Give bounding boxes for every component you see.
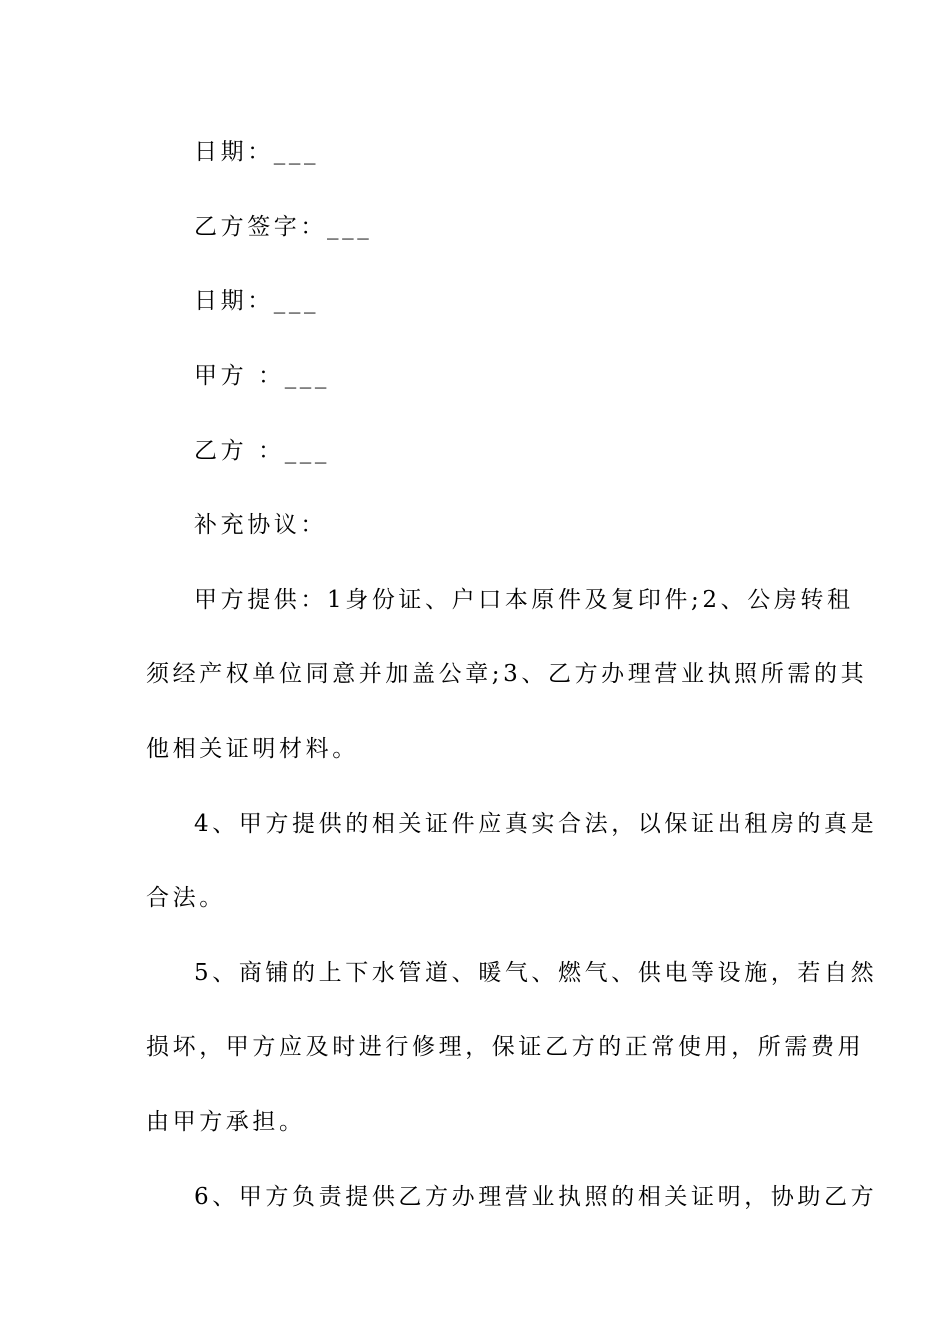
paragraph-line: 5、商铺的上下水管道、暖气、燃气、供电等设施，若自然	[194, 960, 878, 986]
date-line-2: 日期：___	[194, 288, 320, 314]
date-line-1: 日期：___	[194, 139, 320, 165]
party-b-signature-line: 乙方签字：___	[194, 214, 373, 240]
paragraph-line: 6、甲方负责提供乙方办理营业执照的相关证明，协助乙方	[194, 1184, 878, 1210]
paragraph-line: 损坏，甲方应及时进行修理，保证乙方的正常使用，所需费用	[146, 1034, 865, 1060]
party-a-line: 甲方 ：___	[194, 363, 331, 389]
party-b-line: 乙方 ：___	[194, 438, 331, 464]
paragraph-line: 他相关证明材料。	[146, 736, 359, 762]
paragraph-line: 合法。	[146, 885, 226, 911]
paragraph-line: 由甲方承担。	[146, 1109, 306, 1135]
paragraph-line: 4、甲方提供的相关证件应真实合法，以保证出租房的真是	[194, 811, 878, 837]
paragraph-line: 甲方提供：1身份证、户口本原件及复印件;2、公房转租	[194, 587, 854, 613]
paragraph-line: 须经产权单位同意并加盖公章;3、乙方办理营业执照所需的其	[146, 661, 868, 687]
supplementary-agreement-heading: 补充协议：	[194, 512, 327, 538]
